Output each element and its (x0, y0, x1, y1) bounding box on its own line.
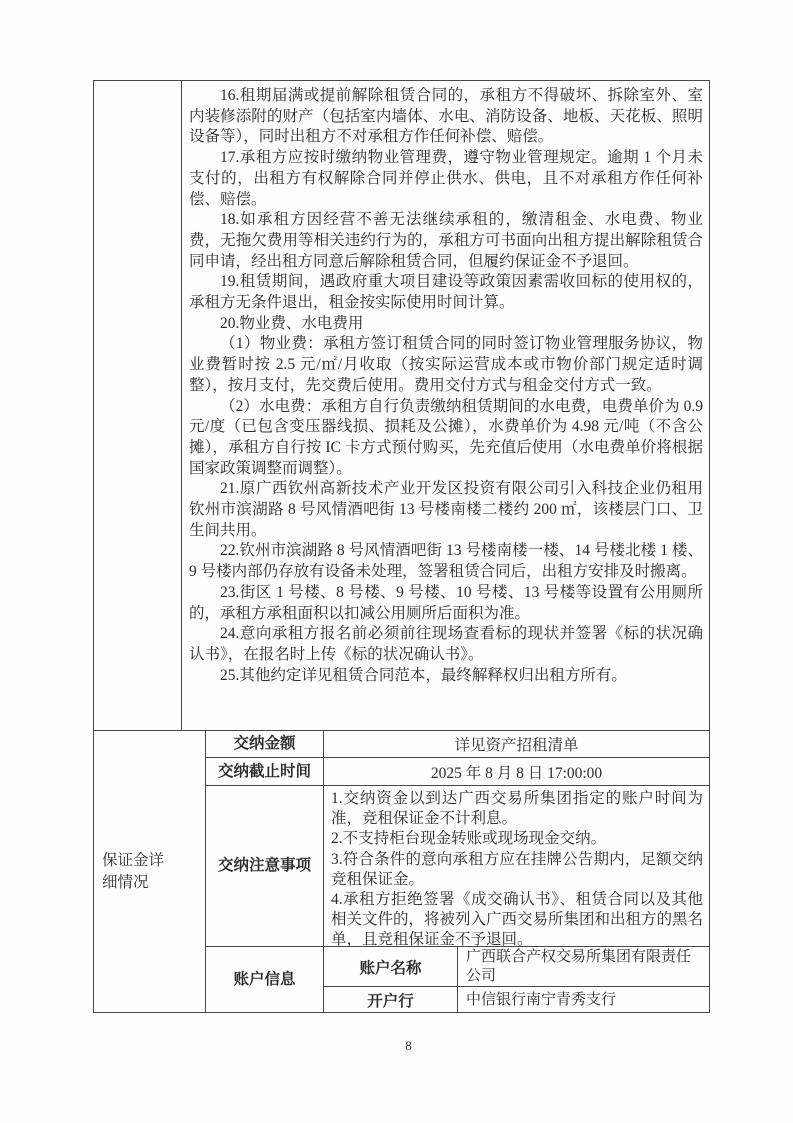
clause-23: 23.街区 1 号楼、8 号楼、9 号楼、10 号楼、13 号楼等设置有公用厕所的，承租方承租面积以扣减公用厕所后面积为准。 (189, 583, 703, 622)
deposit-notes-label: 交纳注意事项 (206, 786, 324, 946)
deposit-detail-grid (206, 731, 709, 1013)
account-name-row (324, 947, 709, 987)
deposit-amount-row (206, 731, 709, 758)
deposit-deadline-label: 交纳截止时间 (206, 758, 324, 785)
clause-20-sub2: （2）水电费：承租方自行负责缴纳租赁期间的水电费，电费单价为 0.9 元/度（已包含变压器线损、损耗及公摊），水费单价为 4.98 元/吨（不含公摊），承租方自行按 IC 卡方式预付购买，先充值后使用（水电费单价将根据国家政策调整而调整）。 (189, 397, 703, 477)
account-bank-value: 中信银行南宁青秀支行 (466, 991, 617, 1008)
account-bank-label: 开户行 (324, 987, 458, 1013)
clause-22: 22.钦州市滨湖路 8 号风情酒吧街 13 号楼南楼一楼、14 号楼北楼 1 楼、9 号楼内部仍存放有设备未处理，签署租赁合同后，出租方安排及时搬离。 (189, 542, 703, 581)
deposit-amount-label: 交纳金额 (206, 731, 324, 757)
deposit-section-label-cell (94, 731, 206, 1013)
clause-24: 24.意向承租方报名前必须前往现场查看标的现状并签署《标的状况确认书》，在报名时上传《标的状况确认书》。 (189, 625, 703, 663)
deposit-deadline-row (206, 758, 709, 786)
deposit-account-label: 账户信息 (206, 947, 324, 1013)
deposit-note-2: 2.不支持柜台现金转账或现场现金交纳。 (331, 830, 607, 848)
clause-16: 16.租期届满或提前解除租赁合同的，承租方不得破坏、拆除室外、室内装修添附的财产（包括室内墙体、水电、消防设备、地板、天花板、照明设备等），同时出租方不对承租方作任何补偿、赔偿。 (189, 87, 703, 146)
deposit-section (94, 731, 709, 1013)
clauses-cell (182, 81, 709, 730)
deposit-note-3: 3.符合条件的意向承租方应在挂牌公告期内，足额交纳竞租保证金。 (331, 850, 703, 888)
deposit-account-value (324, 947, 709, 1013)
deposit-deadline-value: 2025 年 8 月 8 日 17:00:00 (430, 764, 603, 782)
clause-21: 21.原广西钦州高新技术产业开发区投资有限公司引入科技企业仍租用钦州市滨湖路 8 号风情酒吧街 13 号楼南楼二楼约 200 ㎡，该楼层门口、卫生间共用。 (189, 480, 703, 539)
deposit-amount-value: 详见资产招租清单 (454, 737, 579, 754)
account-sub-table (324, 947, 709, 1013)
deposit-notes-value (324, 786, 709, 949)
clause-20: 20.物业费、水电费用 (220, 314, 364, 332)
account-name-label: 账户名称 (324, 947, 458, 986)
deposit-note-1: 1.交纳资金以到达广西交易所集团指定的账户时间为准，竞租保证金不计利息。 (331, 790, 703, 828)
clauses-row (94, 81, 709, 731)
deposit-account-row (206, 947, 709, 1013)
deposit-notes-row (206, 786, 709, 947)
account-name-value: 广西联合产权交易所集团有限责任公司 (466, 948, 692, 984)
page-number: 8 (405, 1038, 412, 1053)
lease-terms-table (93, 80, 710, 1013)
clause-25: 25.其他约定详见租赁合同范本，最终解释权归出租方所有。 (220, 666, 627, 684)
deposit-note-4: 4.承租方拒绝签署《成交确认书》、租赁合同以及其他相关文件的，将被列入广西交易所集团和出租方的黑名单，且竞租保证金不予退回。 (331, 891, 704, 949)
clause-17: 17.承租方应按时缴纳物业管理费，遵守物业管理规定。逾期 1 个月未支付的，出租方有权解除合同并停止供水、供电，且不对承租方作任何补偿、赔偿。 (189, 149, 703, 208)
clause-18: 18.如承租方因经营不善无法继续承租的，缴清租金、水电费、物业费，无拖欠费用等相关违约行为的，承租方可书面向出租方提出解除租赁合同申请，经出租方同意后解除租赁合同，但履约保证金不予退回。 (189, 211, 703, 270)
deposit-section-label: 保证金详细情况 (102, 852, 165, 891)
clause-19: 19.租赁期间，遇政府重大项目建设等政策因素需收回标的使用权的，承租方无条件退出，租金按实际使用时间计算。 (189, 273, 703, 312)
account-bank-row (324, 987, 709, 1013)
left-stub-cell (94, 81, 182, 730)
clause-20-sub1: （1）物业费：承租方签订租赁合同的同时签订物业管理服务协议，物业费暂时按 2.5 元/㎡/月收取（按实际运营成本或市物价部门规定适时调整），按月支付，先交费后使用。费用交付方式与租金交付方式一致。 (189, 335, 703, 394)
